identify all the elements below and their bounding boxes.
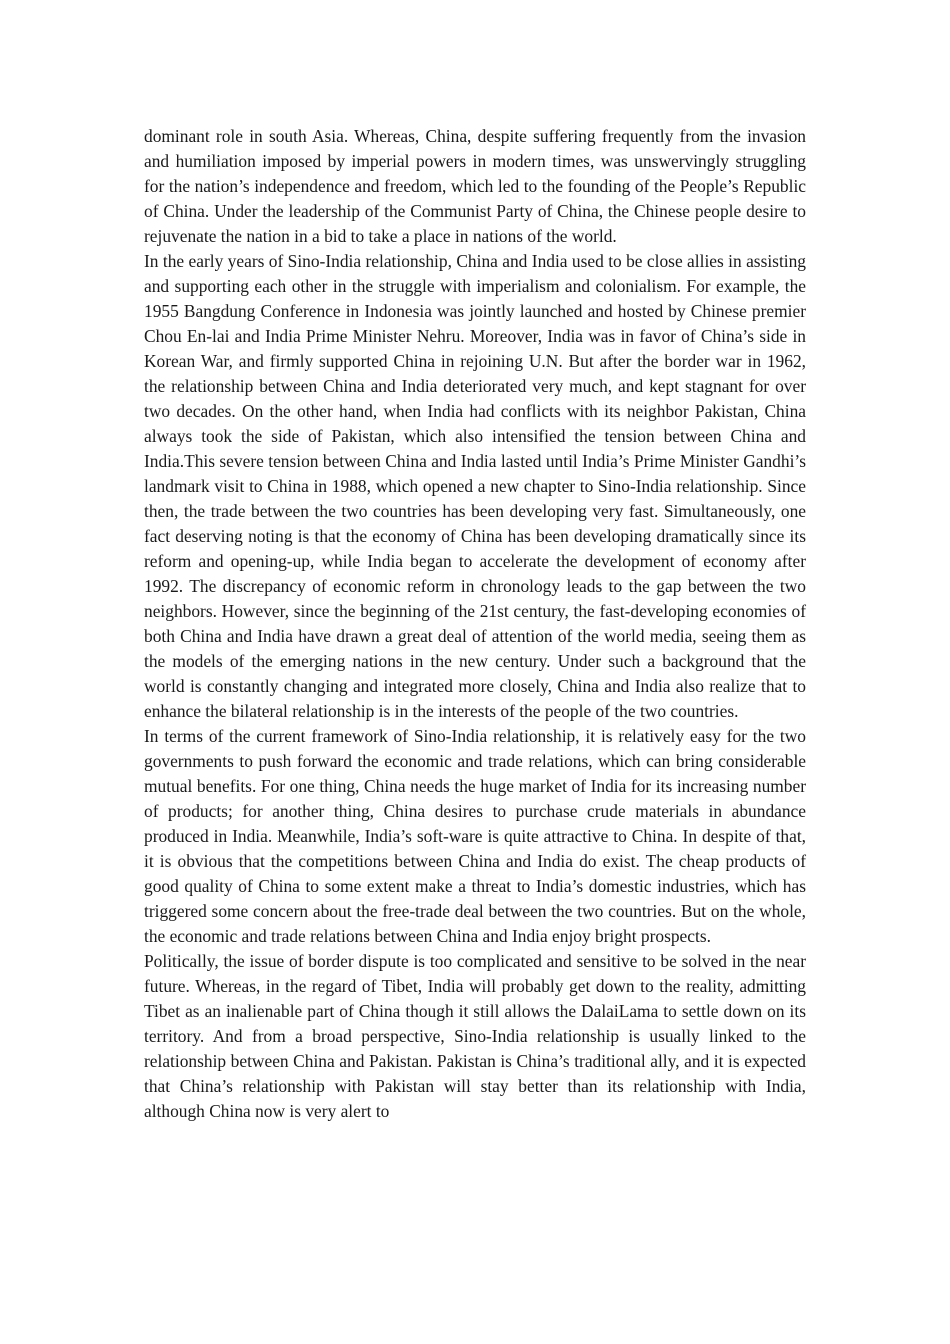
- paragraph-3: In terms of the current framework of Sino-India relationship, it is relatively easy for the two governments to push forward the economic and trade relations, which can bring considerable mutual benefits. For one thing, China needs the huge market of India for its increasing number of products; for another thing, China desires to purchase crude materials in abundance produced in India. Meanwhile, India’s soft-ware is quite attractive to China. In despite of that, it is obvious that the competitions between China and India do exist. The cheap products of good quality of China to some extent make a threat to India’s domestic industries, which has triggered some concern about the free-trade deal between the two countries. But on the whole, the economic and trade relations between China and India enjoy bright prospects.: [144, 726, 806, 946]
- paragraph-1: dominant role in south Asia. Whereas, China, despite suffering frequently from the invasion and humiliation imposed by imperial powers in modern times, was unswervingly struggling for the nation’s independence and freedom, which led to the founding of the People’s Republic of China. Under the leadership of the Communist Party of China, the Chinese people desire to rejuvenate the nation in a bid to take a place in nations of the world.: [144, 126, 806, 246]
- body-text: [144, 124, 806, 1124]
- paragraph-2: In the early years of Sino-India relationship, China and India used to be close allies in assisting and supporting each other in the struggle with imperialism and colonialism. For example, the 1955 Bangdung Conference in Indonesia was jointly launched and hosted by Chinese premier Chou En-lai and India Prime Minister Nehru. Moreover, India was in favor of China’s side in Korean War, and firmly supported China in rejoining U.N. But after the border war in 1962, the relationship between China and India deteriorated very much, and kept stagnant for over two decades. On the other hand, when India had conflicts with its neighbor Pakistan, China always took the side of Pakistan, which also intensified the tension between China and India.This severe tension between China and India lasted until India’s Prime Minister Gandhi’s landmark visit to China in 1988, which opened a new chapter to Sino-India relationship. Since then, the trade between the two countries has been developing very fast. Simultaneously, one fact deserving noting is that the economy of China has been developing dramatically since its reform and opening-up, while India began to accelerate the development of economy after 1992. The discrepancy of economic reform in chronology leads to the gap between the two neighbors. However, since the beginning of the 21st century, the fast-developing economies of both China and India have drawn a great deal of attention of the world media, seeing them as the models of the emerging nations in the new century. Under such a background that the world is constantly changing and integrated more closely, China and India also realize that to enhance the bilateral relationship is in the interests of the people of the two countries.: [144, 251, 806, 721]
- paragraph-4: Politically, the issue of border dispute is too complicated and sensitive to be solved in the near future. Whereas, in the regard of Tibet, India will probably get down to the reality, admitting Tibet as an inalienable part of China though it still allows the DalaiLama to settle down on its territory. And from a broad perspective, Sino-India relationship is usually linked to the relationship between China and Pakistan. Pakistan is China’s traditional ally, and it is expected that China’s relationship with Pakistan will stay better than its relationship with India, although China now is very alert to: [144, 951, 806, 1121]
